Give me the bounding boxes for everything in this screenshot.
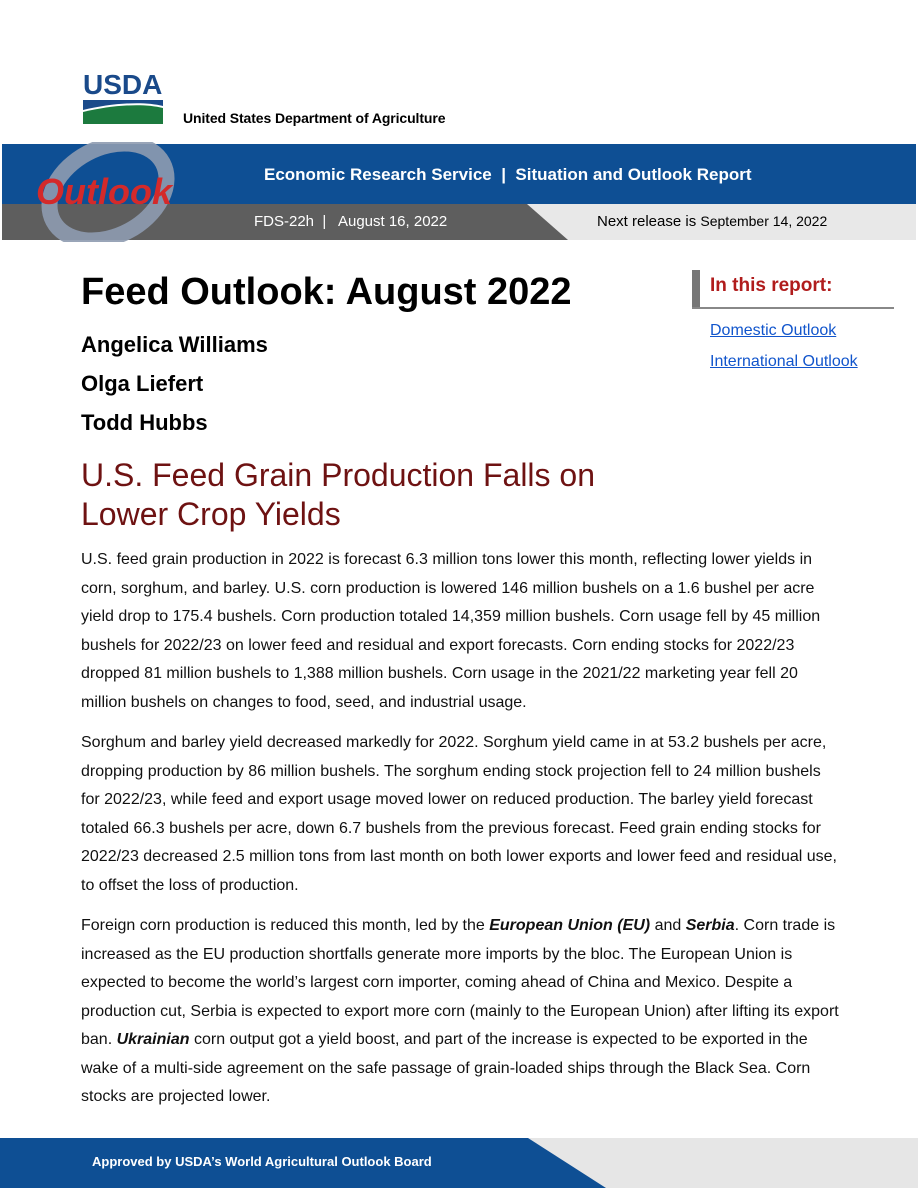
- outlook-logo: [26, 142, 186, 242]
- next-release-date: September 14, 2022: [700, 213, 828, 229]
- text-run: Foreign corn production is reduced this month, led by the: [81, 917, 490, 934]
- release-date: August 16, 2022: [337, 213, 448, 230]
- separator: |: [501, 165, 506, 184]
- report-id: FDS-22h: [254, 213, 315, 230]
- sidebar-divider: [692, 307, 894, 309]
- text-run: and: [650, 917, 686, 934]
- author-name: Angelica Williams: [81, 332, 268, 357]
- emphasis-eu: European Union (EU): [489, 917, 651, 934]
- usda-logo: [83, 70, 163, 125]
- svg-text:Outlook: Outlook: [36, 171, 172, 212]
- text-run: . Corn trade is increased as the EU production shortfalls generate more imports by the bloc. The European Union is expected to become the world’s largest corn importer, coming ahead of China and Mexico. Despite a production cut, Serbia is expected to export more corn (mainly to the European Union) after lifting its export ban.: [81, 917, 839, 1048]
- author-name: Todd Hubbs: [81, 410, 208, 435]
- sidebar-title: In this report:: [710, 275, 833, 296]
- paragraph-domestic-corn: U.S. feed grain production in 2022 is forecast 6.3 million tons lower this month, reflecting lower yields in corn, sorghum, and barley. U.S. corn production is lowered 146 million bushels on a 1.6 bushel per acre yield drop to 175.4 bushels. Corn production totaled 14,359 million bushels. Corn usage fell by 45 million bushels for 2022/23 on lower feed and residual and export forecasts. Corn ending stocks for 2022/23 dropped 81 million bushels to 1,388 million bushels. Corn usage in the 2021/22 marketing year fell 20 million bushels on changes to food, seed, and industrial usage.: [81, 551, 821, 711]
- emphasis-ukrainian: Ukrainian: [116, 1031, 190, 1048]
- next-release: [597, 213, 827, 230]
- page-title: Feed Outlook: August 2022: [81, 271, 572, 313]
- department-name: United States Department of Agriculture: [183, 110, 446, 126]
- report-id-line: [254, 213, 447, 230]
- ers-report-line: [264, 165, 752, 185]
- ers-label: Economic Research Service: [264, 165, 492, 184]
- svg-text:USDA: USDA: [83, 70, 163, 100]
- emphasis-serbia: Serbia: [685, 917, 735, 934]
- separator: |: [322, 213, 327, 230]
- link-international-outlook[interactable]: International Outlook: [710, 353, 858, 370]
- sidebar-accent-bar: [692, 270, 700, 308]
- next-release-label: Next release is: [597, 213, 697, 230]
- paragraph-foreign-corn: [81, 912, 843, 1112]
- footer-approval: Approved by USDA’s World Agricultural Outlook Board: [92, 1154, 432, 1169]
- report-type: Situation and Outlook Report: [515, 165, 752, 184]
- section-heading: U.S. Feed Grain Production Falls on Lower Crop Yields: [81, 457, 596, 532]
- link-domestic-outlook[interactable]: Domestic Outlook: [710, 322, 837, 339]
- author-name: Olga Liefert: [81, 371, 204, 396]
- text-run: corn output got a yield boost, and part of the increase is expected to be exported in the wake of a multi-side agreement on the safe passage of grain-loaded ships through the Black Sea. Corn stocks are projected lower.: [81, 1031, 811, 1105]
- paragraph-sorghum-barley: Sorghum and barley yield decreased markedly for 2022. Sorghum yield came in at 53.2 bushels per acre, dropping production by 86 million bushels. The sorghum ending stock projection fell to 24 million bushels for 2022/23, while feed and export usage moved lower on reduced production. The barley yield forecast totaled 66.3 bushels per acre, down 6.7 bushels from the previous forecast. Feed grain ending stocks for 2022/23 decreased 2.5 million tons from last month on both lower exports and lower feed and residual use, to offset the loss of production.: [81, 734, 837, 894]
